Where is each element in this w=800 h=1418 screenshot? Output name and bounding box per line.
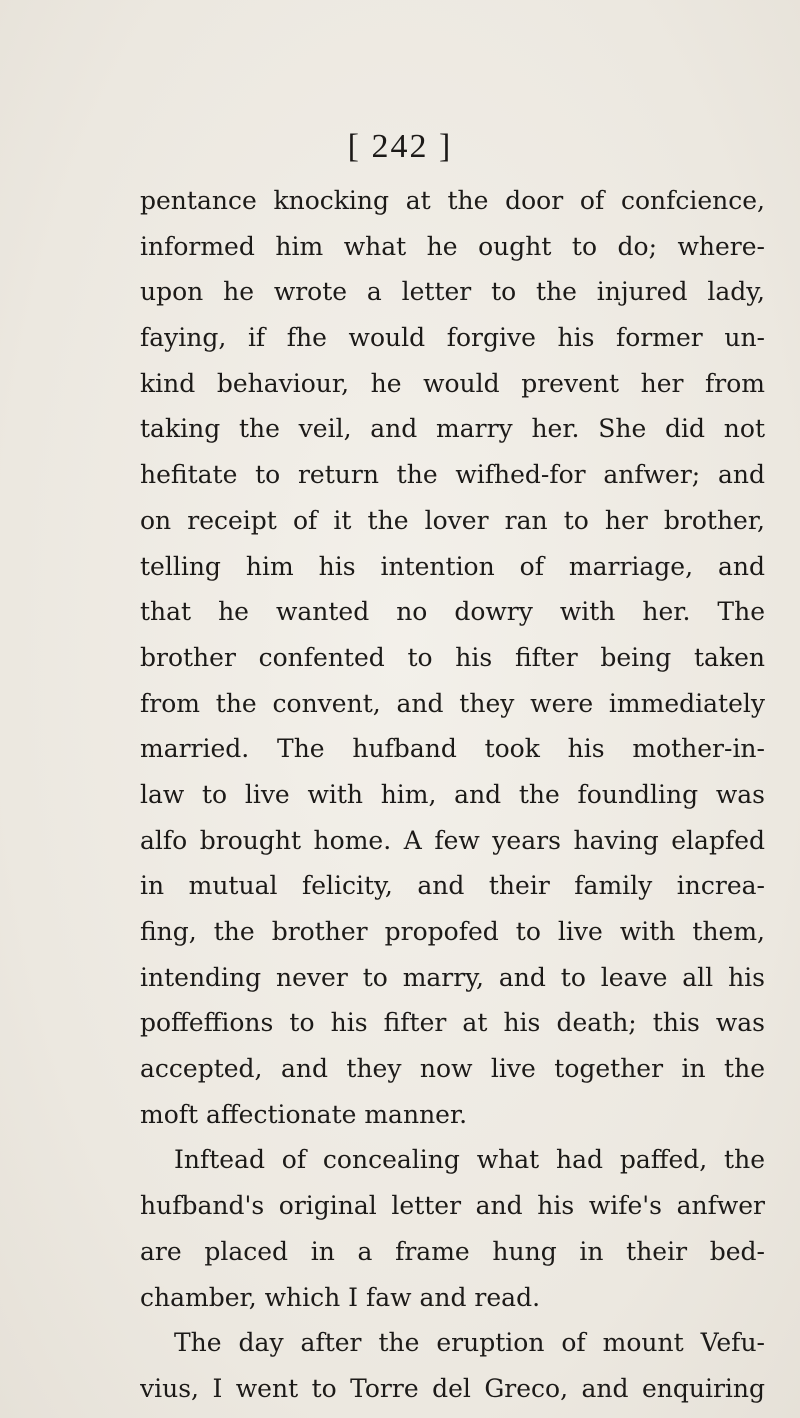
text-line: in mutual felicity, and their family increa- [140,871,765,901]
body-text [140,178,765,1412]
paragraph-start-line: Inftead of concealing what had paffed, the [174,1145,765,1175]
text-line: brother confented to his fifter being taken [140,642,765,672]
paragraph-end-line: moft affectionate manner. [140,1099,468,1129]
text-line: taking the veil, and marry her. She did not [140,414,765,444]
text-line: faying, if fhe would forgive his former un- [140,323,765,353]
text-line: hufband's original letter and his wife's anfwer [140,1191,765,1221]
paragraph-start-line: The day after the eruption of mount Vefu- [174,1328,765,1358]
text-line: poffeffions to his fifter at his death; this was [140,1008,765,1038]
text-line: pentance knocking at the door of confcience, [140,186,765,215]
page-number: [ 242 ] [347,128,453,165]
text-line: are placed in a frame hung in their bed- [140,1236,765,1266]
text-line: kind behaviour, he would prevent her from [140,368,765,398]
text-line: vius, I went to Torre del Greco, and enquiring [140,1373,765,1403]
text-line: married. The hufband took his mother-in- [140,734,765,764]
text-line: intending never to marry, and to leave all his [140,962,765,992]
text-line: law to live with him, and the foundling was [140,779,765,809]
text-line: upon he wrote a letter to the injured lady, [140,277,765,307]
text-line: from the convent, and they were immediately [140,688,765,718]
paragraph-end-line: chamber, which I faw and read. [140,1282,541,1312]
text-line: informed him what he ought to do; where- [140,231,765,261]
text-line: telling him his intention of marriage, and [140,551,765,581]
text-line: on receipt of it the lover ran to her brother, [140,505,765,535]
text-line: alfo brought home. A few years having elapfed [140,825,765,855]
text-line: that he wanted no dowry with her. The [140,597,765,627]
text-line: accepted, and they now live together in the [140,1054,765,1084]
text-line: hefitate to return the wifhed-for anfwer; and [140,460,765,490]
text-line: fing, the brother propofed to live with them, [140,917,765,946]
